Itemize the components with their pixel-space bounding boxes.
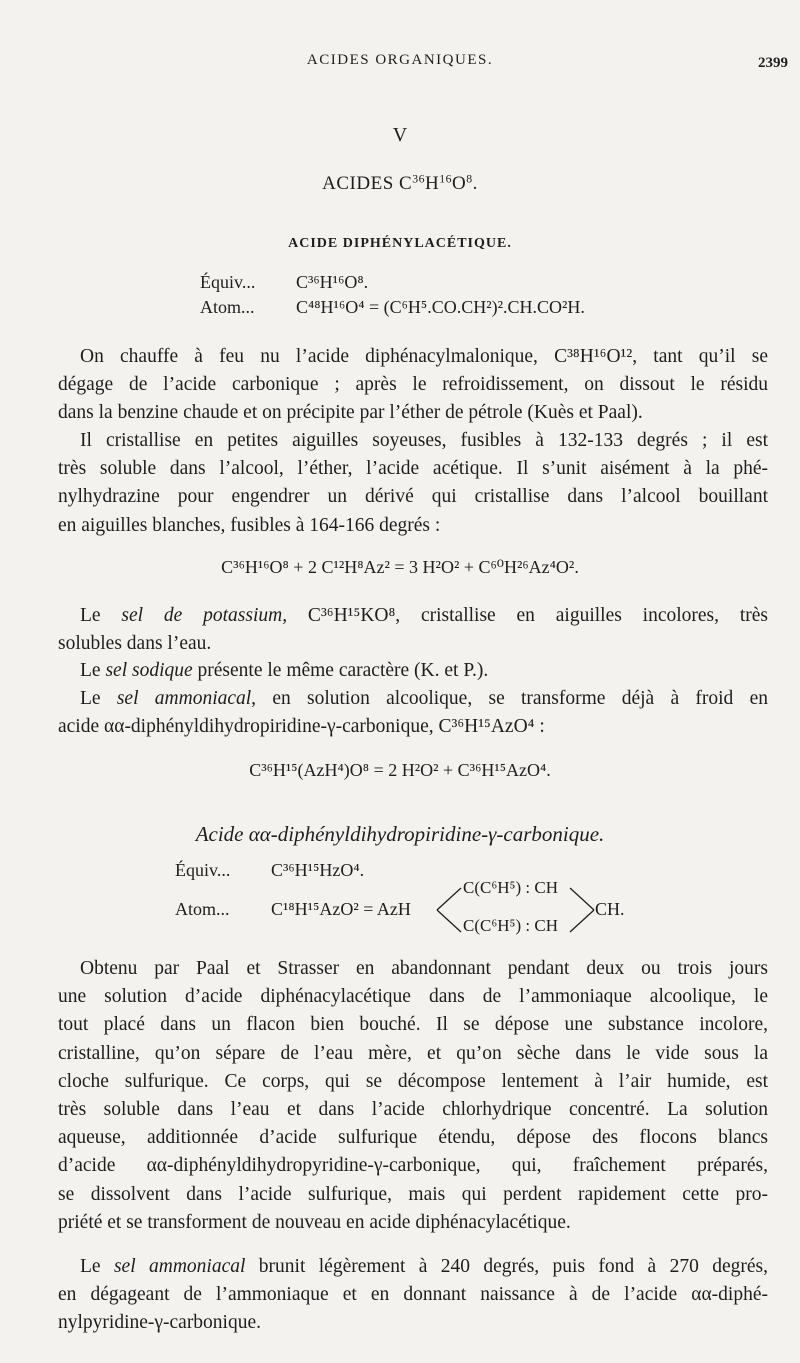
paragraph-potassium-salt — [58, 602, 768, 658]
branch-bottom: C(C⁶H⁵) : CH — [463, 916, 558, 935]
page-number: 2399 — [758, 55, 788, 71]
section-title: ACIDES $C^{36}H^{16}O^8$. — [322, 172, 478, 194]
text-line: dans la benzine chaude et on précipite par l’éther de pétrole (Kuès et Paal). — [58, 402, 643, 424]
text-line: très soluble dans l’alcool, l’éther, l’acide acétique. Il s’unit aisément à la phé- — [58, 458, 768, 480]
paragraph-preparation — [58, 343, 768, 428]
paragraph-sodium-salt — [58, 657, 768, 685]
section-number: V — [392, 124, 408, 146]
branch-lines-right — [568, 882, 598, 938]
text-line: acide αα-diphényldihydropiridine-γ-carbonique, C³⁶H¹⁵AzO⁴ : — [58, 716, 545, 738]
formula2-equiv-row — [175, 860, 364, 881]
text-line: Il cristallise en petites aiguilles soyeuses, fusibles à 132-133 degrés ; il est — [80, 430, 768, 451]
equation-phenylhydrazine: C³⁶H¹⁶O⁸ + 2 C¹²H⁸Az² = 3 H²O² + C⁶⁰H²⁶Az⁴O². — [221, 557, 579, 577]
text-line: solubles dans l’eau. — [58, 633, 212, 655]
text-line: Obtenu par Paal et Strasser en abandonnant pendant deux ou trois jours — [80, 958, 768, 979]
text-line: tout placé dans un flacon bien bouché. Il se dépose une substance incolore, — [58, 1014, 768, 1036]
compound-subtitle: Acide αα-diphényldihydropiridine-γ-carbonique. — [195, 822, 605, 846]
text-line: Le sel sodique présente le même caractère (K. et P.). — [80, 660, 489, 681]
running-header: ACIDES ORGANIQUES. — [306, 52, 494, 68]
formula2-atom-row — [175, 899, 411, 920]
paragraph-ammonium-salt — [58, 685, 768, 741]
text-line: aqueuse, additionnée d’acide sulfurique étendu, dépose des flocons blancs — [58, 1127, 768, 1149]
text-line: nylpyridine-γ-carbonique. — [58, 1312, 262, 1334]
formula-equiv-row — [200, 272, 368, 293]
atom-value-left: C¹⁸H¹⁵AzO² = AzH — [271, 899, 411, 919]
text-line: dégage de l’acide carbonique ; après le refroidissement, on dissout le résidu — [58, 374, 768, 396]
text-line: d’acide αα-diphényldihydropyridine-γ-carbonique, qui, fraîchement préparés, — [58, 1155, 768, 1177]
compound-title: ACIDE DIPHÉNYLACÉTIQUE. — [288, 236, 512, 251]
text-line: Le sel ammoniacal, en solution alcoolique, se transforme déjà à froid en — [80, 688, 768, 709]
text-line: cristalline, qu’on sépare de l’eau mère, et qu’on sèche dans le vide sous la — [58, 1042, 768, 1064]
paragraph-paal-strasser — [58, 955, 768, 1237]
branch-lines — [435, 882, 465, 938]
text-line: cloche sulfurique. Ce corps, qui se décompose lentement à l’air humide, est — [58, 1070, 768, 1092]
text-line: priété et se transforment de nouveau en acide diphénacylacétique. — [58, 1211, 571, 1233]
equiv-label: Équiv... — [200, 272, 256, 292]
atom-label: Atom... — [175, 899, 230, 919]
atom-value: C⁴⁸H¹⁶O⁴ = (C⁶H⁵.CO.CH²)².CH.CO²H. — [296, 297, 585, 317]
equiv-value: C³⁶H¹⁵HzO⁴. — [271, 860, 365, 880]
atom-label: Atom... — [200, 297, 255, 317]
paragraph-properties — [58, 427, 768, 540]
branch-top: C(C⁶H⁵) : CH — [463, 878, 558, 897]
atom-value-right: CH. — [595, 899, 625, 919]
paragraph-ammonium-melting — [58, 1253, 768, 1338]
text-line: en dégageant de l’ammoniaque et en donnant naissance à de l’acide αα-diphé- — [58, 1284, 768, 1306]
equiv-label: Équiv... — [175, 860, 231, 880]
text-line: Le sel de potassium, C³⁶H¹⁵KO⁸, cristallise en aiguilles incolores, très — [80, 605, 768, 626]
text-line: On chauffe à feu nu l’acide diphénacylmalonique, C³⁸H¹⁶O¹², tant qu’il se — [80, 346, 768, 367]
equiv-value: C³⁶H¹⁶O⁸. — [296, 272, 369, 292]
equation-ammonium: C³⁶H¹⁵(AzH⁴)O⁸ = 2 H²O² + C³⁶H¹⁵AzO⁴. — [249, 760, 551, 780]
text-line: en aiguilles blanches, fusibles à 164-166 degrés : — [58, 514, 441, 536]
text-line: se dissolvent dans l’acide sulfurique, mais qui perdent rapidement cette pro- — [58, 1183, 768, 1205]
text-line: très soluble dans l’eau et dans l’acide chlorhydrique concentré. La solution — [58, 1099, 768, 1121]
text-line: nylhydrazine pour engendrer un dérivé qui cristallise dans l’alcool bouillant — [58, 486, 768, 508]
text-line: une solution d’acide diphénacylacétique dans de l’ammoniaque alcoolique, le — [58, 986, 768, 1008]
formula-atom-row — [200, 297, 585, 318]
text-line: Le sel ammoniacal brunit légèrement à 240 degrés, puis fond à 270 degrés, — [80, 1256, 768, 1277]
